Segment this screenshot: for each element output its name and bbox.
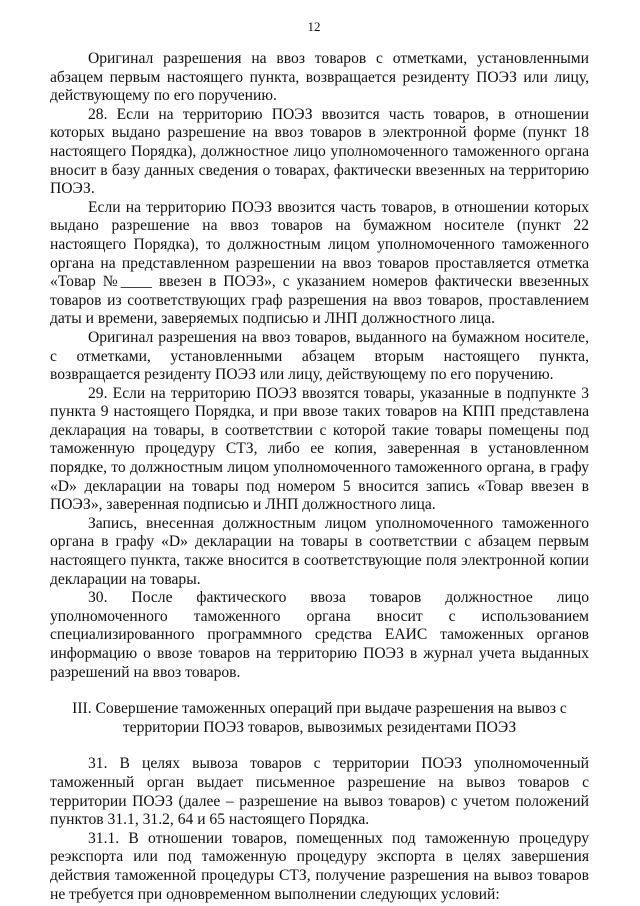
page-number: 12: [307, 19, 321, 34]
paragraph-31: 31. В целях вывоза товаров с территории ПОЭЗ уполномоченный таможенный орган выдает письменное разрешение на вывоз товаров с территории ПОЭЗ (далее – разрешение на вывоз товаров) с учетом положений пунктов 31.1, 31.2, 64 и 65 настоящего Порядка.: [50, 755, 589, 829]
paragraph-31-1: 31.1. В отношении товаров, помещенных под таможенную процедуру реэкспорта или под таможенную процедуру экспорта в целях завершения действия таможенной процедуры СТЗ, получение разрешения на вывоз товаров не требуется при одновременном выполнении следующих условий:: [50, 829, 589, 903]
paragraph-28: 28. Если на территорию ПОЭЗ ввозится часть товаров, в отношении которых выдано разрешение на ввоз товаров в электронной форме (пункт 18 настоящего Порядка), должностное лицо уполномоченного таможенного органа вносит в базу данных сведения о товарах, фактически ввезенных на территорию ПОЭЗ.: [50, 105, 589, 198]
paragraph-28-paper-permit: Если на территорию ПОЭЗ ввозится часть товаров, в отношении которых выдано разрешение на ввоз товаров на бумажном носителе (пункт 22 настоящего Порядка), то должностным лицом уполномоченного таможенного органа на представленном разрешении на ввоз товаров проставляется отметка «Товар №____ ввезен в ПОЭЗ», с указанием номеров фактически ввезенных товаров из соответствующих граф разрешения на ввоз товаров, проставлением даты и времени, заверяемых подписью и ЛНП должностного лица.: [50, 198, 589, 328]
paragraph-29-record: Запись, внесенная должностным лицом уполномоченного таможенного органа в графу «D» декларации на товары в соответствии с абзацем первым настоящего пункта, также вносится в соответствующие поля электронной копии декларации на товары.: [50, 514, 589, 588]
paragraph-30: 30. После фактического ввоза товаров должностное лицо уполномоченного таможенного органа вносит с использованием специализированного программного средства ЕАИС таможенных органов информацию о ввозе товаров на территорию ПОЭЗ в журнал учета выданных разрешений на ввоз товаров.: [50, 589, 589, 681]
paragraph-28-original-return: Оригинал разрешения на ввоз товаров, выданного на бумажном носителе, с отметками, установленными абзацем вторым настоящего пункта, возвращается резиденту ПОЭЗ или лицу, действующему по его поручению.: [50, 328, 589, 384]
paragraph-29: 29. Если на территорию ПОЭЗ ввозятся товары, указанные в подпункте 3 пункта 9 настоящего Порядка, и при ввозе таких товаров на КПП представлена декларация на товары, в соответствии с которой такие товары помещены под таможенную процедуру СТЗ, либо ее копия, заверенная в установленном порядке, то должностным лицом уполномоченного таможенного органа, в графу «D» декларации на товары под номером 5 вносится запись «Товар ввезен в ПОЭЗ», заверенная подписью и ЛНП должностного лица.: [50, 384, 589, 514]
document-body: [50, 50, 589, 906]
paragraph-original-permit-return: Оригинал разрешения на ввоз товаров с отметками, установленными абзацем первым настоящего пункта, возвращается резиденту ПОЭЗ или лицу, действующему по его поручению.: [50, 50, 589, 105]
section-heading-iii: III. Совершение таможенных операций при выдаче разрешения на вывоз с территории ПОЭЗ товаров, вывозимых резидентами ПОЭЗ: [72, 700, 567, 736]
